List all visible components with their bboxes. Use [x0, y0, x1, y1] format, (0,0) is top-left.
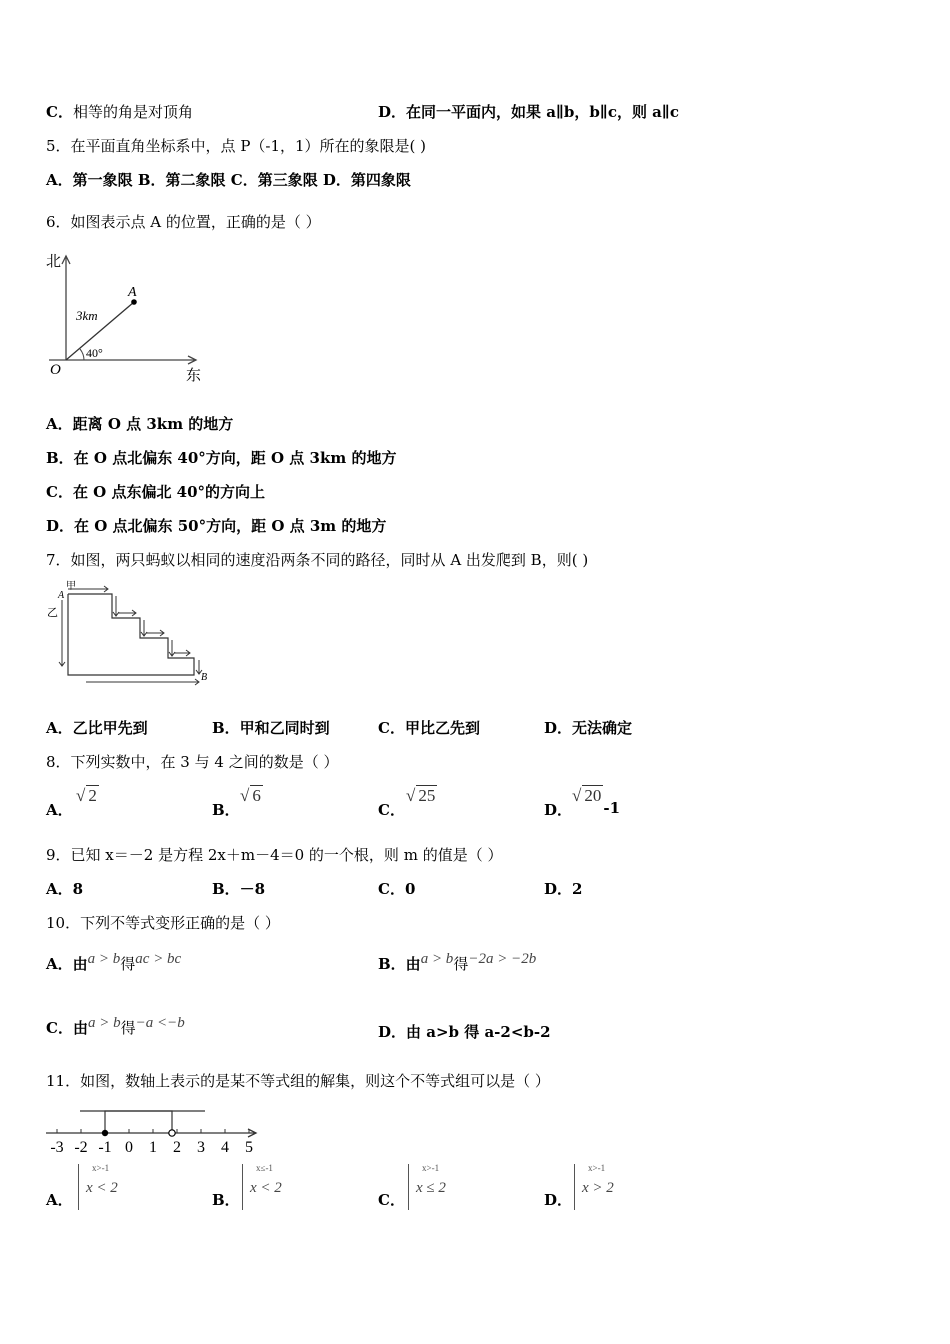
q11-option-a-bottom: x < 2	[86, 1180, 118, 1196]
q9-option-d: D．2	[544, 880, 583, 898]
q11-option-b-brace	[242, 1164, 243, 1210]
angle-label: 40°	[86, 346, 103, 360]
q8-option-b-label: B．	[212, 801, 240, 819]
q11-option-a-label: A．	[46, 1191, 73, 1209]
q6-option-a: A．距离 O 点 3km 的地方	[46, 415, 234, 433]
open-dot-two	[169, 1130, 175, 1136]
a-label: A	[58, 590, 65, 601]
q10-option-b: B．由a > b得−2a > −2b	[378, 951, 537, 973]
q6-direction-figure	[44, 248, 214, 388]
q11-option-c-label: C．	[378, 1191, 405, 1209]
q8-option-a-label: A．	[46, 801, 73, 819]
q10-option-c: C．由a > b得−a <−b	[46, 1015, 185, 1037]
q11-option-a-brace	[78, 1164, 79, 1210]
q8-option-d-label: D．	[544, 801, 573, 819]
tick-label: 0	[125, 1139, 133, 1156]
point-a-label: A	[128, 285, 137, 300]
q11-option-b-top: x≤-1	[256, 1163, 273, 1173]
tick-label: -2	[74, 1139, 88, 1156]
q4-option-d: D．在同一平面内，如果 a∥b，b∥c，则 a∥c	[378, 103, 679, 121]
q11-option-b-bottom: x < 2	[250, 1180, 282, 1196]
q7-option-c: C．甲比乙先到	[378, 719, 480, 737]
q5-options: A．第一象限 B．第二象限 C．第三象限 D．第四象限	[46, 171, 411, 189]
tick-label: 1	[149, 1139, 157, 1156]
closed-dot-minus-one	[102, 1130, 108, 1136]
q10-option-d: D．由 a>b 得 a-2<b-2	[378, 1023, 551, 1041]
q6-option-b: B．在 O 点北偏东 40°方向，距 O 点 3km 的地方	[46, 449, 397, 467]
q5-stem: 5．在平面直角坐标系中，点 P（-1，1）所在的象限是( )	[46, 137, 427, 155]
tick-label: -3	[50, 1139, 64, 1156]
q7-option-b: B．甲和乙同时到	[212, 719, 330, 737]
q11-option-d-top: x>-1	[588, 1163, 606, 1173]
north-label: 北	[46, 254, 62, 270]
q8-stem: 8．下列实数中，在 3 与 4 之间的数是（ ）	[46, 753, 339, 771]
q6-option-d: D．在 O 点北偏东 50°方向，距 O 点 3m 的地方	[46, 517, 387, 535]
q11-option-d-brace	[574, 1164, 575, 1210]
q7-stem: 7．如图，两只蚂蚁以相同的速度沿两条不同的路径，同时从 A 出发爬到 B，则( )	[46, 551, 589, 569]
q11-option-b-label: B．	[212, 1191, 240, 1209]
q10-stem: 10．下列不等式变形正确的是（ ）	[46, 914, 280, 932]
q7-option-a: A．乙比甲先到	[46, 719, 148, 737]
q10-option-a: A．由a > b得ac > bc	[46, 951, 182, 973]
q9-option-b: B．－8	[212, 880, 266, 898]
q11-number-line	[40, 1100, 270, 1160]
q11-option-d-label: D．	[544, 1191, 573, 1209]
b-label: B	[201, 672, 208, 683]
q11-option-a-top: x>-1	[92, 1163, 110, 1173]
q7-staircase-figure	[44, 578, 219, 688]
q11-option-c-brace	[408, 1164, 409, 1210]
q8-option-a-sqrt: √ 2	[76, 786, 97, 805]
q9-option-a: A．8	[46, 880, 84, 898]
yi-label: 乙	[47, 607, 58, 619]
east-label: 东	[186, 368, 202, 384]
q4-option-c: C．相等的角是对顶角	[46, 103, 193, 121]
q11-option-d-bottom: x > 2	[582, 1180, 614, 1196]
q6-option-c: C．在 O 点东偏北 40°的方向上	[46, 483, 266, 501]
tick-label: 3	[197, 1139, 205, 1156]
q11-option-c-bottom: x ≤ 2	[416, 1180, 446, 1196]
tick-label: 4	[221, 1139, 229, 1156]
q8-option-c-label: C．	[378, 801, 405, 819]
q6-stem: 6．如图表示点 A 的位置，正确的是（ ）	[46, 213, 321, 231]
q11-stem: 11．如图，数轴上表示的是某不等式组的解集，则这个不等式组可以是（ ）	[46, 1072, 550, 1090]
tick-label: -1	[98, 1139, 112, 1156]
distance-label: 3km	[76, 308, 98, 323]
q9-stem: 9．已知 x＝－2 是方程 2x＋m－4＝0 的一个根，则 m 的值是（ ）	[46, 846, 503, 864]
q11-option-c-top: x>-1	[422, 1163, 440, 1173]
origin-label: O	[50, 362, 61, 378]
q9-option-c: C．0	[378, 880, 416, 898]
q8-option-b-sqrt: √ 6	[240, 786, 261, 805]
q7-option-d: D．无法确定	[544, 719, 633, 737]
tick-label: 2	[173, 1139, 181, 1156]
q8-option-c-sqrt: √ 25	[406, 786, 436, 805]
jia-label: 甲	[66, 581, 76, 592]
q8-option-d-sqrt: √ 20-1	[572, 786, 621, 817]
tick-label: 5	[245, 1139, 253, 1156]
